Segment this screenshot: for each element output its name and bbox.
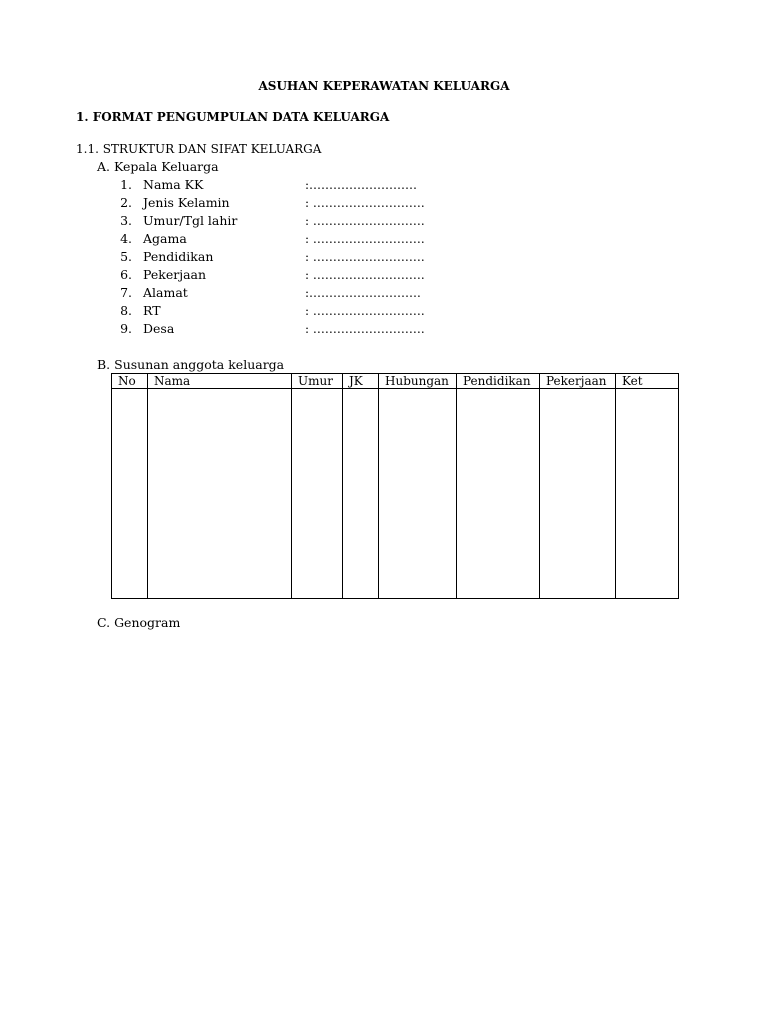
field-number: 6. [120,267,132,282]
field-number: 2. [120,195,132,210]
column-header-pendidikan: Pendidikan [457,374,540,389]
field-number: 5. [120,249,132,264]
field-value: : ………………………. [305,304,425,318]
field-label: Alamat [143,285,188,300]
table-cell [379,389,457,599]
field-number: 7. [120,285,132,300]
field-label: Agama [143,231,187,246]
part-c-label: C. Genogram [97,615,181,630]
field-label: Pendidikan [143,249,214,264]
field-number: 9. [120,321,132,336]
field-value: : ………………………. [305,268,425,282]
family-members-table [111,373,679,599]
field-label: Jenis Kelamin [143,195,230,210]
field-value: : ………………………. [305,250,425,264]
field-value: : ………………………. [305,232,425,246]
field-label: Umur/Tgl lahir [143,213,238,228]
field-value: : ………………………. [305,214,425,228]
field-number: 1. [120,177,132,192]
field-value: :……………………… [305,178,418,192]
table-row [112,389,679,599]
column-header-pekerjaan: Pekerjaan [540,374,616,389]
field-value: : ………………………. [305,322,425,336]
field-number: 3. [120,213,132,228]
table-header-row [112,374,679,389]
table-cell [148,389,292,599]
column-header-jk: JK [343,374,379,389]
table-cell [112,389,148,599]
field-label: RT [143,303,161,318]
section-heading-format: 1. FORMAT PENGUMPULAN DATA KELUARGA [76,110,390,124]
field-number: 8. [120,303,132,318]
column-header-no: No [112,374,148,389]
field-value: : ………………………. [305,196,425,210]
field-label: Nama KK [143,177,204,192]
field-number: 4. [120,231,132,246]
table-cell [616,389,679,599]
table-cell [343,389,379,599]
field-label: Desa [143,321,175,336]
column-header-hubungan: Hubungan [379,374,457,389]
field-value: :………………………. [305,286,421,300]
field-label: Pekerjaan [143,267,207,282]
column-header-nama: Nama [148,374,292,389]
subsection-heading-struktur: 1.1. STRUKTUR DAN SIFAT KELUARGA [76,142,322,156]
table-cell [540,389,616,599]
table-cell [457,389,540,599]
table-cell [292,389,343,599]
column-header-ket: Ket [616,374,679,389]
part-b-label: B. Susunan anggota keluarga [97,357,285,372]
document-title: ASUHAN KEPERAWATAN KELUARGA [258,79,510,93]
part-a-label: A. Kepala Keluarga [97,159,219,174]
column-header-umur: Umur [292,374,343,389]
